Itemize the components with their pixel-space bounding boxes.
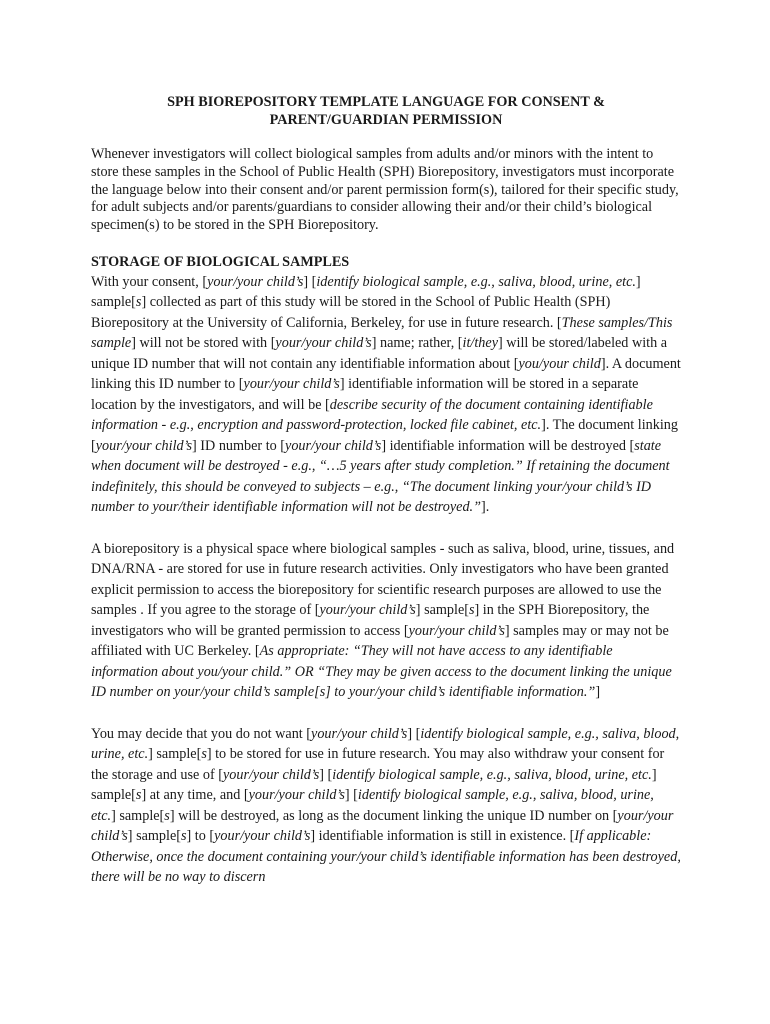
text-run: ] identifiable information is still in existence. [ bbox=[310, 828, 575, 845]
text-run: ] bbox=[595, 684, 601, 701]
text-run: ] [ bbox=[344, 787, 358, 804]
italic-run: As appropriate: “They will not have access to any identifiable information about you/your child.” OR “They may be given access to the document linking the unique ID number on your/your child’s sample[s] to your/your child’s identifiable information.” bbox=[91, 643, 672, 701]
text-run: ]. bbox=[481, 499, 490, 516]
italic-run: it/they bbox=[462, 335, 498, 352]
italic-run: your/your child’s bbox=[408, 622, 505, 639]
italic-run: your/your child’s bbox=[91, 807, 674, 845]
text-run: ] sample[ bbox=[91, 766, 657, 804]
italic-run: your/your child’s bbox=[207, 273, 304, 290]
text-run: ] sample[ bbox=[91, 273, 641, 311]
text-run: ] in the SPH Biorepository, the investigators who will be granted permission to access [ bbox=[91, 602, 650, 639]
paragraph-gap bbox=[91, 518, 681, 539]
text-run: ]. A document linking this ID number to [ bbox=[91, 355, 681, 393]
italic-run: s bbox=[468, 602, 475, 619]
text-run: ] name; rather, [ bbox=[371, 335, 463, 352]
text-run: ] [ bbox=[303, 273, 317, 290]
italic-run: describe security of the document containing identifiable information - e.g., encryption and password-protection, locked file cabinet, etc. bbox=[91, 396, 653, 434]
text-run: ] to be stored for use in future research. You may also withdraw your consent for the storage and use of [ bbox=[91, 746, 665, 783]
paragraph-gap bbox=[91, 703, 681, 724]
text-run: ] sample[ bbox=[148, 746, 202, 763]
text-run: ]. The document linking [ bbox=[91, 417, 678, 454]
text-run: ] identifiable information will be destroyed [ bbox=[381, 437, 635, 454]
paragraph-withdrawal bbox=[91, 724, 681, 888]
italic-run: These samples/This sample bbox=[91, 314, 673, 352]
italic-run: your/your child’s bbox=[285, 437, 382, 454]
text-run: With your consent, [ bbox=[91, 273, 208, 290]
text-run: A biorepository is a physical space where biological samples - such as saliva, blood, urine, tissues, and DNA/RNA - are stored for use in future research activities. Only investigators who have been granted explicit permission to access the biorepository for scientific research purposes are allowed to use the samples . If you agree to the storage of [ bbox=[91, 540, 675, 619]
text-run: ] at any time, and [ bbox=[141, 787, 249, 804]
text-run: ] collected as part of this study will be stored in the School of Public Health (SPH) Biorepository at the University of California, Berkeley, for use in future research. [ bbox=[91, 294, 611, 331]
italic-run: identify biological sample, e.g., saliva, blood, urine, etc. bbox=[91, 787, 654, 824]
text-run: ] will be destroyed, as long as the document linking the unique ID number on [ bbox=[169, 807, 618, 824]
paragraph-biorepository bbox=[91, 539, 681, 703]
document-title bbox=[91, 93, 681, 129]
title-line-1: SPH BIOREPOSITORY TEMPLATE LANGUAGE FOR CONSENT & bbox=[167, 94, 605, 110]
title-line-2: PARENT/GUARDIAN PERMISSION bbox=[269, 112, 503, 128]
italic-run: your/your child’s bbox=[275, 335, 372, 352]
text-run: ] [ bbox=[319, 766, 333, 783]
text-run: ] sample[ bbox=[127, 828, 181, 845]
italic-run: identify biological sample, e.g., saliva, blood, urine, etc. bbox=[332, 766, 652, 783]
text-run: ] to [ bbox=[186, 828, 215, 845]
text-run: ] identifiable information will be stored in a separate location by the investigators, and will be [ bbox=[91, 376, 639, 413]
text-run: You may decide that you do not want [ bbox=[91, 725, 312, 742]
italic-run: s bbox=[164, 807, 170, 824]
section-heading: STORAGE OF BIOLOGICAL SAMPLES bbox=[91, 253, 350, 270]
text-run: ] will not be stored with [ bbox=[131, 335, 276, 352]
italic-run: s bbox=[135, 787, 142, 804]
italic-run: your/your child’s bbox=[319, 602, 416, 619]
italic-run: your/your child’s bbox=[95, 437, 193, 454]
italic-run: If applicable: Otherwise, once the document containing your/your child’s identifiable information has been destroyed, there will be no way to discern bbox=[91, 828, 681, 886]
text-run: ] sample[ bbox=[415, 602, 469, 619]
italic-run: s bbox=[135, 294, 142, 311]
text-run: ] will be stored/labeled with a unique ID number that will not contain any identifiable information about [ bbox=[91, 335, 668, 372]
text-run: ] [ bbox=[407, 725, 421, 742]
italic-run: your/your child’s bbox=[243, 376, 340, 393]
italic-run: state when document will be destroyed - e.g., “…5 years after study completion.” If retaining the document indefinitely, this should be conveyed to subjects – e.g., “The document linking your/your child’s ID number to your/their identifiable information will not be destroyed.” bbox=[91, 437, 670, 516]
paragraph-storage bbox=[91, 272, 681, 518]
italic-run: your/your child’s bbox=[222, 766, 320, 783]
italic-run: s bbox=[201, 746, 207, 763]
italic-run: you/your child bbox=[518, 355, 601, 372]
italic-run: your/your child’s bbox=[248, 787, 345, 804]
italic-run: identify biological sample, e.g., saliva, blood, urine, etc. bbox=[91, 725, 680, 763]
intro-paragraph: Whenever investigators will collect biological samples from adults and/or minors with the intent to store these samples in the School of Public Health (SPH) Biorepository, investigators must incorporate the language below into their consent and/or parent permission form(s), tailored for their specific study, for adult subjects and/or parents/guardians to consider allowing their and/or their child’s biological specimen(s) to be stored in the SPH Biorepository. bbox=[91, 146, 679, 234]
text-run: ] samples may or may not be affiliated with UC Berkeley. [ bbox=[91, 622, 669, 660]
italic-run: s bbox=[180, 828, 187, 845]
italic-run: identify biological sample, e.g., saliva, blood, urine, etc. bbox=[316, 273, 636, 290]
italic-run: your/your child’s bbox=[214, 828, 311, 845]
text-run: ] sample[ bbox=[111, 807, 165, 824]
italic-run: your/your child’s bbox=[311, 725, 408, 742]
document-page bbox=[91, 93, 681, 888]
text-run: ] ID number to [ bbox=[192, 437, 286, 454]
